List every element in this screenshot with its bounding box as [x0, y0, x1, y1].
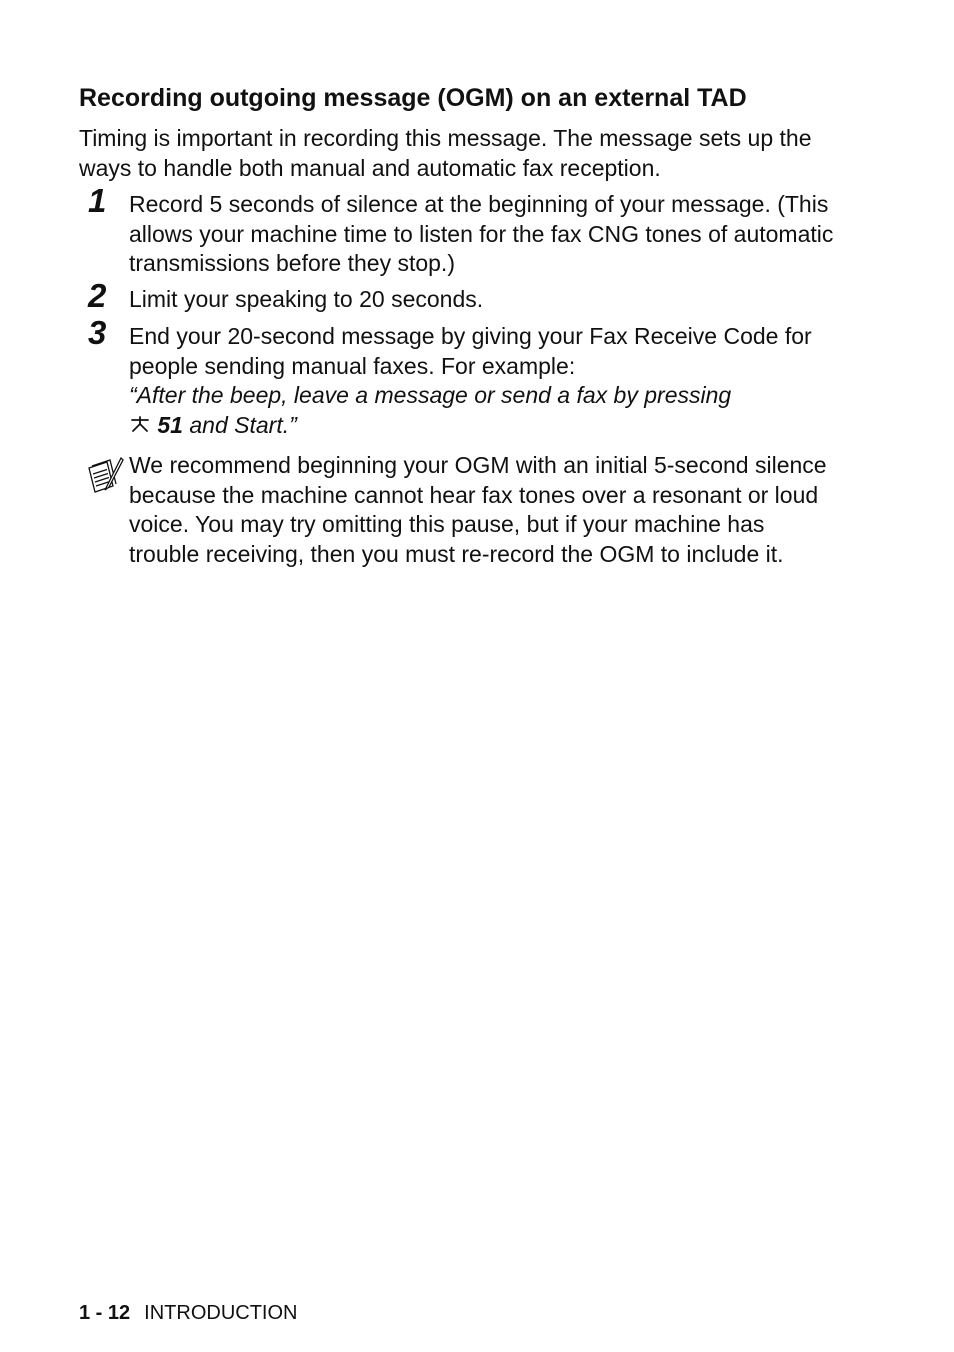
example-code: 51: [157, 411, 183, 438]
step-number-3: 3: [88, 314, 107, 351]
step-3-example: [129, 381, 849, 440]
page-number: 1 - 12: [79, 1302, 131, 1324]
note-pad-pencil-icon: [85, 456, 125, 498]
step-number-1: 1: [88, 182, 107, 219]
note-text: We recommend beginning your OGM with an initial 5-second silence because the machine cannot hear fax tones over a resonant or loud voice. You may try omitting this pause, but if your machine has trouble receiving, then you must re-record the OGM to include it.: [129, 452, 827, 567]
page-footer: [79, 1300, 297, 1326]
step-3-text: End your 20-second message by giving your Fax Receive Code for people sending manual faxes. For example:: [129, 323, 812, 379]
example-close: and Start.”: [189, 411, 297, 438]
step-number-2: 2: [88, 277, 107, 314]
step-1-text: Record 5 seconds of silence at the beginning of your message. (This allows your machine time to listen for the fax CNG tones of automatic transmissions before they stop.): [129, 191, 834, 276]
section-heading: Recording outgoing message (OGM) on an external TAD: [79, 84, 747, 112]
star-key-icon: [129, 411, 151, 441]
example-open: “After the beep, leave a message or send a fax by pressing: [129, 382, 732, 408]
step-3: [129, 322, 849, 440]
intro-paragraph: Timing is important in recording this message. The message sets up the ways to handle both manual and automatic fax reception.: [79, 125, 812, 181]
step-2-text: Limit your speaking to 20 seconds.: [129, 286, 484, 312]
chapter-name: INTRODUCTION: [144, 1302, 298, 1324]
